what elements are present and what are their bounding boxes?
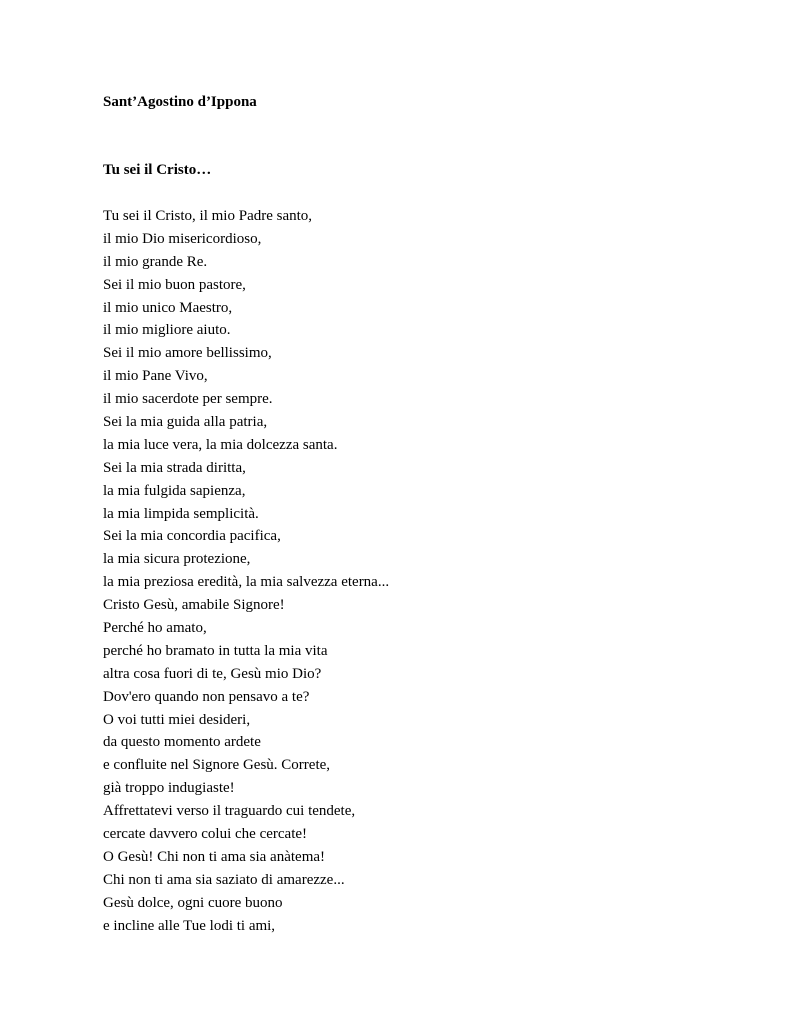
poem-line: e confluite nel Signore Gesù. Correte, [103,757,331,774]
poem-line: la mia limpida semplicità. [103,505,259,522]
poem-line: il mio unico Maestro, [103,299,233,316]
poem-line: già troppo indugiaste! [103,780,235,797]
poem-line: Dov'ero quando non pensavo a te? [103,688,310,705]
poem-line: Sei la mia guida alla patria, [103,414,268,431]
poem-line: il mio sacerdote per sempre. [103,391,273,408]
poem-line: Sei la mia concordia pacifica, [103,528,281,545]
poem-line: O Gesù! Chi non ti ama sia anàtema! [103,848,326,865]
poem-line: Sei la mia strada diritta, [103,459,246,476]
poem-line: Affrettatevi verso il traguardo cui tendete, [103,803,356,820]
poem-line: la mia fulgida sapienza, [103,482,246,499]
poem-body [103,205,389,938]
poem-line: il mio migliore aiuto. [103,322,231,339]
poem-line: Chi non ti ama sia saziato di amarezze... [103,871,345,888]
poem-line: Perché ho amato, [103,620,207,637]
poem-line: altra cosa fuori di te, Gesù mio Dio? [103,665,322,682]
poem-line: e incline alle Tue lodi ti ami, [103,917,276,934]
poem-line: Sei il mio buon pastore, [103,276,246,293]
poem-line: il mio Dio misericordioso, [103,230,262,247]
poem-line: il mio Pane Vivo, [103,368,208,385]
poem-line: perché ho bramato in tutta la mia vita [103,642,328,659]
poem-line: la mia luce vera, la mia dolcezza santa. [103,436,338,453]
author-heading: Sant’Agostino d’Ippona [103,94,257,110]
poem-line: il mio grande Re. [103,253,208,270]
poem-line: Sei il mio amore bellissimo, [103,345,272,362]
poem-line: da questo momento ardete [103,734,261,751]
poem-line: la mia sicura protezione, [103,551,251,568]
poem-line: cercate davvero colui che cercate! [103,826,308,843]
poem-line: Cristo Gesù, amabile Signore! [103,597,285,614]
poem-line: Tu sei il Cristo, il mio Padre santo, [103,208,313,224]
poem-line: O voi tutti miei desideri, [103,711,251,728]
poem-line: la mia preziosa eredità, la mia salvezza eterna... [103,574,390,591]
poem-title: Tu sei il Cristo… [103,162,212,178]
poem-line: Gesù dolce, ogni cuore buono [103,894,283,911]
